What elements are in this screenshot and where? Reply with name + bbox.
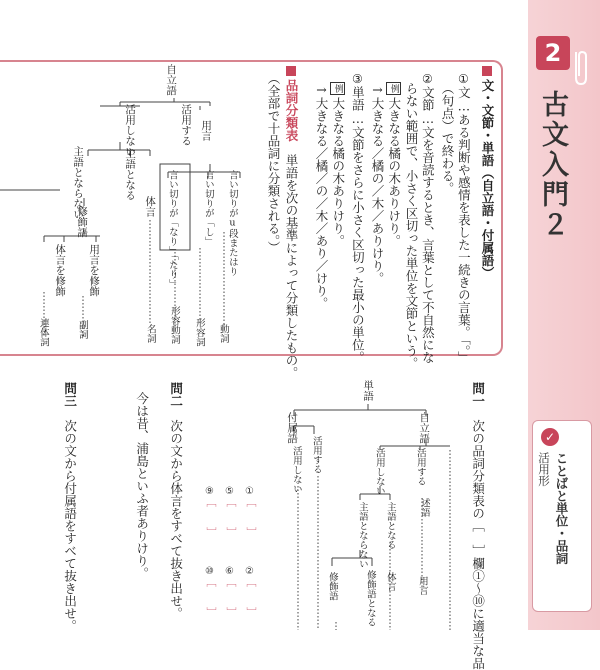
tree-yougen-wo: 用言を修飾 <box>88 244 101 297</box>
tree-meishi: 名詞 <box>144 324 156 343</box>
tree-rentaishi: 連体詞 <box>37 318 49 347</box>
tree-fukushi: 副詞 <box>76 320 88 339</box>
tree-katsuyou-shinai: 活用しない <box>124 104 137 157</box>
tree-keiyoudoushi: 形容動詞 <box>168 306 180 344</box>
classification-header: 品詞分類表 単語を次の基準によって分類したもの。 <box>284 66 299 379</box>
q-tree-fz-suru: 活用する <box>310 436 322 474</box>
chapter-number-badge: 2 <box>536 36 570 70</box>
q-tree-taigen: 体言 <box>384 572 396 591</box>
para-2-line-2: らない範囲で、小さく区切った単位を文節という。 <box>404 82 419 370</box>
example-1-line-2: →大きなる／橘の／木／ありけり。 <box>370 82 385 285</box>
tree-shugo-naru: 主語となる <box>124 148 137 201</box>
tree-nari: 言い切りが「なり」「たり」 <box>166 170 178 289</box>
answer-blank-5[interactable]: ⑤［ ］ <box>224 486 235 537</box>
tree-keiyoushi: 形容詞 <box>193 318 205 347</box>
para-1-line-1: ①文…ある判断や感情を表した一続きの言葉。「。」 <box>456 72 472 364</box>
q-tree-shushokugo-2: 修飾語 <box>326 572 338 601</box>
answer-blank-10[interactable]: ⑩［ ］ <box>204 566 215 617</box>
q-tree-root: 単語 <box>362 380 375 401</box>
tree-doushi: 動詞 <box>217 324 229 343</box>
answer-blank-2[interactable]: ②［ ］ <box>244 566 255 617</box>
para-1-line-2: （句点）で終わる。 <box>440 82 455 195</box>
example-2-line-2: →大きなる／橘／の／木／あり／けり。 <box>314 82 329 310</box>
topic-subtitle: ことばと単位・品詞 <box>554 452 569 565</box>
tree-u-dan: 言い切りがu段またはり <box>226 170 238 276</box>
tree-shushokugo: 修飾語 <box>76 206 89 238</box>
q-tree-fuzokugo: 付属語 <box>286 412 299 444</box>
chapter-title: 古文入門２ <box>537 90 568 240</box>
question-2-sentence: 今は昔、浦島といふ者ありけり。 <box>134 392 150 580</box>
summary-header: 文・文節・単語（自立語・付属語） <box>480 66 495 279</box>
tree-root-jiritsugo: 自立語 <box>165 64 178 96</box>
q-tree-katsuyou-shinai: 活用しない <box>373 448 385 496</box>
paperclip-icon <box>570 48 590 88</box>
answer-blank-6[interactable]: ⑥［ ］ <box>224 566 235 617</box>
question-3: 問三 次の文から付属語をすべて抜き出せ。 <box>62 382 78 632</box>
q-tree-shugo-naranai: 主語とならない <box>356 502 368 569</box>
tree-shi: 言い切りが「し」 <box>202 170 214 246</box>
question-2: 問二 次の文から体言をすべて抜き出せ。 <box>168 382 184 620</box>
q-tree-jiritsugo: 自立語 <box>418 412 431 444</box>
question-1: 問一 次の品詞分類表の［ ］欄①～⑩に適当な品 <box>470 382 486 670</box>
q-tree-jutsugo: 述語 <box>418 498 430 517</box>
q-tree-katsuyou-suru: 活用する <box>414 448 426 486</box>
para-3-line-1: ③単語…文節をさらに小さく区切った最小の単位。 <box>350 72 366 364</box>
topic-tag: 活用形 <box>537 452 551 487</box>
q-tree-shushokugo: 修飾語となる <box>364 570 376 627</box>
tree-shugo-naranai: 主語とならない <box>72 146 85 220</box>
q-tree-shugo-naru: 主語となる <box>384 502 396 550</box>
answer-blank-9[interactable]: ⑨［ ］ <box>204 486 215 537</box>
tree-yougen: 用言 <box>200 120 213 141</box>
example-2-line-1: 例大きなる橘の木ありけり。 <box>330 84 346 247</box>
classification-note: （全部で十品詞に分類される。） <box>266 72 281 254</box>
answer-blank-1[interactable]: ①［ ］ <box>244 486 255 537</box>
tree-taigen: 体言 <box>144 196 157 217</box>
example-1-line-1: 例大きなる橘の木ありけり。 <box>386 84 402 247</box>
q-tree-fz-shinai: 活用しない <box>290 446 302 494</box>
para-2-line-1: ②文節…文を音読するとき、言葉として不自然にな <box>420 72 436 364</box>
q-tree-yougen: 用言 <box>416 576 428 595</box>
tree-katsuyou-suru: 活用する <box>180 104 193 146</box>
check-icon: ✓ <box>541 428 559 446</box>
tree-taigen-wo: 体言を修飾 <box>54 244 67 297</box>
